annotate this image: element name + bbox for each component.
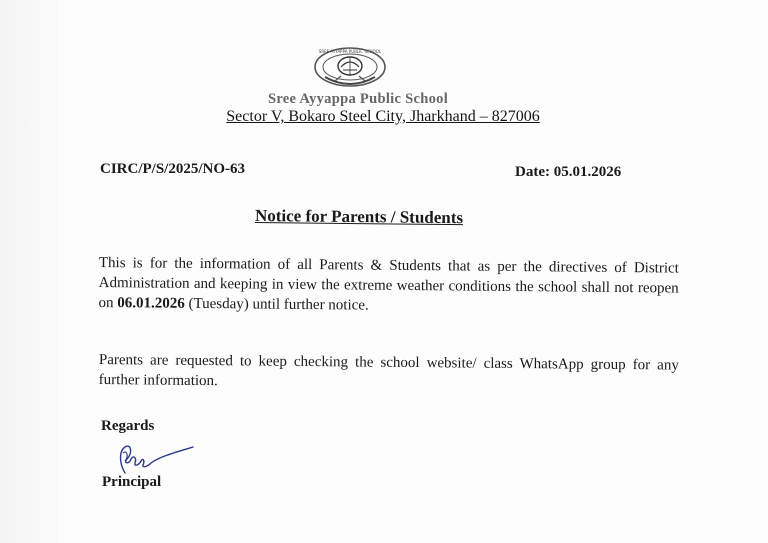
notice-title: Notice for Parents / Students (254, 206, 464, 228)
notice-paragraph-1 (98, 253, 679, 319)
regards-text: Regards (101, 418, 155, 434)
principal-designation: Principal (102, 474, 162, 490)
school-logo-icon (311, 45, 389, 91)
circular-number: CIRC/P/S/2025/NO-63 (100, 161, 246, 177)
reopen-date: 06.01.2026 (117, 295, 185, 312)
scan-shadow (0, 0, 58, 543)
paragraph-1-text: This is for the information of all Parents & Students that as per the directives of District Administration and keeping in view the extreme weather conditions the school shall not reopen on (98, 254, 679, 312)
paragraph-1-tail: (Tuesday) until further notice. (184, 295, 369, 314)
notice-paragraph-2: Parents are requested to keep checking the school website/ class WhatsApp group for any further information. (98, 351, 679, 390)
logo-text: SREE AYYAPPA PUBLIC SCHOOL (318, 49, 382, 54)
school-name: Sree Ayyappa Public School (267, 91, 449, 107)
circular-date: Date: 05.01.2026 (515, 164, 622, 180)
school-address: Sector V, Bokaro Steel City, Jharkhand – 827006 (226, 108, 540, 125)
